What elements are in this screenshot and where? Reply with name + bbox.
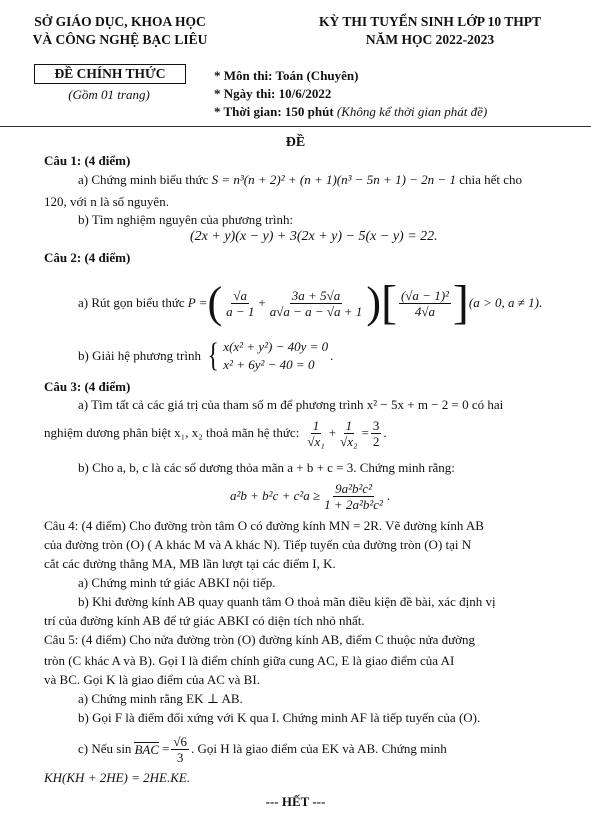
department-name-line1: SỞ GIÁO DỤC, KHOA HỌC bbox=[34, 14, 206, 29]
q1a-formula: S = n³(n + 2)² + (n + 1)(n³ − 5n + 1) − 2n − 1 bbox=[211, 172, 456, 187]
question-4-line3: cắt các đường thẳng MA, MB lần lượt tại các điểm I, K. bbox=[44, 556, 336, 571]
q2b-eq2: x² + 6y² − 40 = 0 bbox=[223, 357, 315, 372]
q3b-end: . bbox=[386, 488, 391, 503]
exam-title-line2: NĂM HỌC 2022-2023 bbox=[365, 32, 495, 47]
q2a-rbracket: ] bbox=[452, 276, 469, 329]
q5c-eq: = bbox=[162, 741, 170, 756]
question-4-line2: của đường tròn (O) ( A khác M và A khác N). Tiếp tuyến của đường tròn (O) tại N bbox=[44, 537, 472, 552]
question-4b-line2: trí của đường kính AB để tứ giác ABKI có diện tích nhỏ nhất. bbox=[44, 613, 365, 628]
q2b-text: b) Giải hệ phương trình bbox=[78, 348, 201, 363]
question-5-line2: tròn (C khác A và B). Gọi I là điểm chính giữa cung AC, E là giao điểm của AI bbox=[44, 653, 455, 668]
q2a-frac3: $\frac{\text{(√a − 1)²}}{4√a}$ bbox=[400, 287, 449, 319]
q2a-lbracket: [ bbox=[380, 276, 397, 329]
q3a-eq: = bbox=[361, 425, 369, 440]
page-count: (Gồm 01 trang) bbox=[68, 87, 150, 102]
q3b-lhs: a²b + b²c + c²a ≥ bbox=[230, 488, 321, 503]
q3a-frac1: $\frac{1}{\text{√x₁}}$ bbox=[307, 417, 325, 449]
question-3b: b) Cho a, b, c là các số dương thỏa mãn a + b + c = 3. Chứng minh rằng: bbox=[78, 460, 455, 475]
q2a-lparen: ( bbox=[207, 278, 223, 327]
header-divider bbox=[0, 126, 591, 127]
exam-duration bbox=[214, 104, 487, 120]
question-5-line1: Câu 5: (4 điểm) Cho nửa đường tròn (O) đường kính AB, điểm C thuộc nửa đường bbox=[44, 632, 476, 647]
duration-label: * Thời gian: 150 phút bbox=[214, 104, 334, 119]
end-marker: --- HẾT --- bbox=[265, 794, 326, 809]
question-2a bbox=[78, 272, 542, 334]
q2b-eq1: x(x² + y²) − 40y = 0 bbox=[223, 339, 329, 354]
q1a-text-end: chia hết cho bbox=[459, 172, 523, 187]
duration-note: (Không kể thời gian phát đề) bbox=[336, 104, 488, 119]
q2b-system: { x(x² + y²) − 40y = 0 x² + 6y² − 40 = 0 bbox=[207, 337, 329, 374]
q3a-frac2: $\frac{1}{\text{√x₂}}$ bbox=[340, 417, 358, 449]
question-3a: a) Tìm tất cả các giá trị của tham số m để phương trình x² − 5x + m − 2 = 0 có hai bbox=[78, 397, 504, 412]
question-3-heading: Câu 3: (4 điểm) bbox=[44, 379, 131, 394]
q2a-rparen: ) bbox=[366, 278, 381, 327]
q5c-end: . Gọi H là giao điểm của EK và AB. Chứng minh bbox=[190, 741, 447, 756]
question-1b: b) Tìm nghiệm nguyên của phương trình: bbox=[78, 212, 294, 227]
q2a-text: a) Rút gọn biểu thức bbox=[78, 295, 185, 310]
q3a-frac3: $\frac{3}{2}$ bbox=[372, 417, 380, 449]
question-1a-cont: 120, với n là số nguyên. bbox=[44, 194, 169, 209]
question-1-heading: Câu 1: (4 điểm) bbox=[44, 153, 131, 168]
question-4a: a) Chứng minh tứ giác ABKI nội tiếp. bbox=[78, 575, 276, 590]
question-2b: b) Giải hệ phương trình { x(x² + y²) − 40y = 0 x² + 6y² − 40 = 0 . bbox=[78, 337, 334, 374]
question-3a-cont bbox=[44, 414, 387, 452]
question-1a bbox=[78, 172, 522, 188]
exam-date: * Ngày thi: 10/6/2022 bbox=[214, 86, 332, 101]
question-5-line3: và BC. Gọi K là giao điểm của AC và BI. bbox=[44, 672, 260, 687]
question-5a: a) Chứng minh rằng EK ⊥ AB. bbox=[78, 691, 243, 706]
exam-subject: * Môn thi: Toán (Chuyên) bbox=[214, 68, 359, 83]
department-name-line2: VÀ CÔNG NGHỆ BẠC LIÊU bbox=[32, 32, 208, 47]
q2a-frac2: $\frac{3a + 5√a}{a√a - a - √a + 1}$ bbox=[269, 287, 363, 319]
question-5c-last: KH(KH + 2HE) = 2HE.KE. bbox=[44, 770, 191, 785]
question-2-heading: Câu 2: (4 điểm) bbox=[44, 250, 131, 265]
q2a-plus: + bbox=[258, 295, 266, 310]
q1a-text: a) Chứng minh biểu thức bbox=[78, 172, 209, 187]
question-5c bbox=[78, 730, 447, 768]
q3a-end: . bbox=[383, 425, 387, 440]
q3a-plus: + bbox=[328, 425, 337, 440]
question-1b-formula: (2x + y)(x − y) + 3(2x + y) − 5(x − y) = 22. bbox=[190, 229, 438, 244]
question-4b-line1: b) Khi đường kính AB quay quanh tâm O thoả mãn điều kiện đề bài, xác định vị bbox=[78, 594, 496, 609]
q2a-P: P = bbox=[187, 295, 208, 310]
section-title: ĐỀ bbox=[285, 135, 306, 150]
q2a-condition: (a > 0, a ≠ 1). bbox=[468, 295, 543, 310]
question-3b-inequality bbox=[230, 477, 390, 515]
exam-title-line1: KỲ THI TUYỂN SINH LỚP 10 THPT bbox=[318, 14, 542, 29]
official-exam-badge: ĐỀ CHÍNH THỨC bbox=[34, 64, 186, 84]
question-5b: b) Gọi F là điểm đối xứng với K qua I. Chứng minh AF là tiếp tuyến của (O). bbox=[78, 710, 481, 725]
q5c-start: c) Nếu sin bbox=[78, 741, 132, 756]
q5c-frac: $\frac{√6}{3}$ bbox=[173, 733, 187, 765]
q2a-frac1: $\frac{√a}{a - 1}$ bbox=[226, 287, 255, 319]
question-4-line1: Câu 4: (4 điểm) Cho đường tròn tâm O có đường kính MN = 2R. Vẽ đường kính AB bbox=[44, 518, 484, 533]
q3a-cont-text: nghiệm dương phân biệt x₁, x₂ thoả mãn hệ thức: bbox=[44, 425, 300, 440]
q5c-angle: BAC bbox=[134, 742, 159, 757]
q3b-frac: $\frac{\text{9a²b²c²}}{\text{1 + 2a²b²c²}}$ bbox=[324, 480, 383, 512]
